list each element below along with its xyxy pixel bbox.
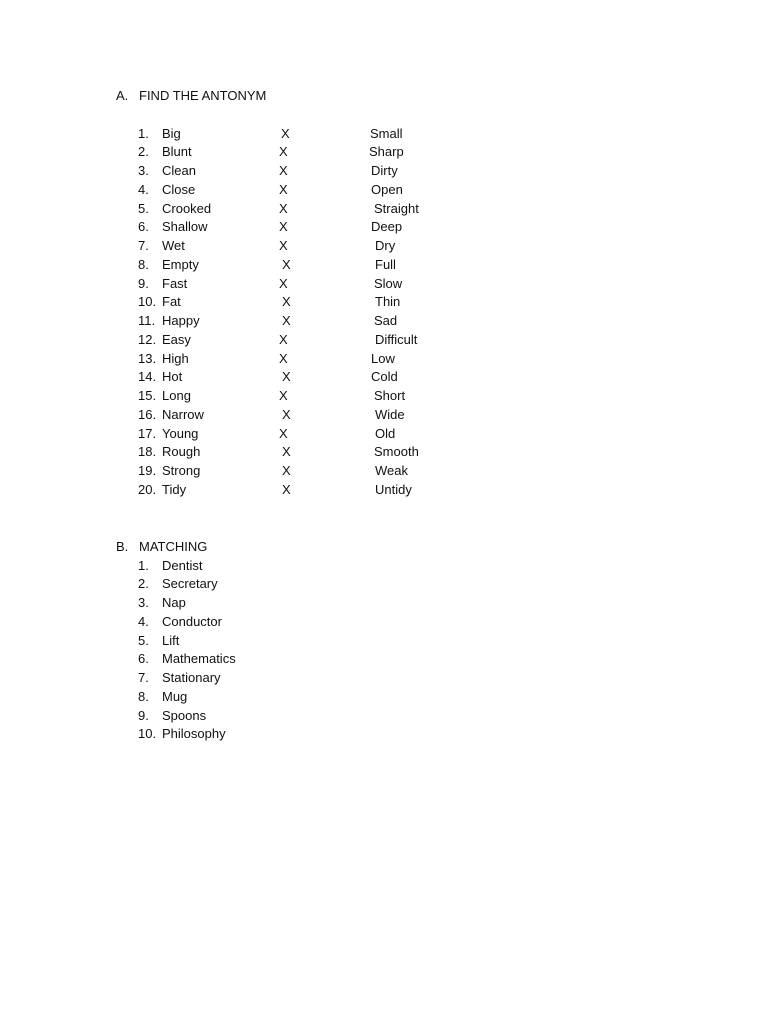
item-word: Easy xyxy=(162,332,191,347)
item-separator: X xyxy=(279,238,288,253)
item-word: Close xyxy=(162,182,196,197)
item-word: Mug xyxy=(162,689,188,704)
matching-row xyxy=(0,668,768,687)
antonym-row xyxy=(0,424,768,443)
antonym-row xyxy=(0,480,768,499)
item-separator: X xyxy=(282,444,291,459)
antonym-row xyxy=(0,274,768,293)
item-word: Dentist xyxy=(162,558,203,573)
item-separator: X xyxy=(279,426,288,441)
item-word: Mathematics xyxy=(162,651,236,666)
item-antonym: Short xyxy=(374,388,406,403)
item-antonym: Slow xyxy=(374,276,403,291)
antonym-row xyxy=(0,255,768,274)
item-antonym: Sad xyxy=(374,313,398,328)
item-number: 3. xyxy=(138,595,149,610)
item-separator: X xyxy=(279,332,288,347)
antonym-row xyxy=(0,236,768,255)
item-number: 6. xyxy=(138,651,149,666)
item-word: Narrow xyxy=(162,407,204,422)
item-word: Tidy xyxy=(162,482,187,497)
item-number: 13. xyxy=(138,351,157,366)
section-b-heading xyxy=(116,537,207,556)
item-number: 7. xyxy=(138,238,149,253)
item-antonym: Deep xyxy=(371,219,403,234)
item-separator: X xyxy=(282,294,291,309)
item-word: Strong xyxy=(162,463,201,478)
item-separator: X xyxy=(282,463,291,478)
item-number: 18. xyxy=(138,444,157,459)
item-number: 1. xyxy=(138,126,149,141)
item-antonym: Open xyxy=(371,182,403,197)
item-word: Clean xyxy=(162,163,196,178)
item-word: Young xyxy=(162,426,199,441)
antonym-row xyxy=(0,367,768,386)
item-word: Nap xyxy=(162,595,186,610)
matching-row xyxy=(0,556,768,575)
item-number: 7. xyxy=(138,670,149,685)
item-separator: X xyxy=(279,351,288,366)
item-word: Spoons xyxy=(162,708,207,723)
antonym-row xyxy=(0,217,768,236)
antonym-row xyxy=(0,199,768,218)
item-number: 20. xyxy=(138,482,157,497)
item-number: 15. xyxy=(138,388,157,403)
item-word: Long xyxy=(162,388,191,403)
item-antonym: Low xyxy=(371,351,395,366)
item-number: 4. xyxy=(138,614,149,629)
item-number: 11. xyxy=(138,313,156,328)
matching-row xyxy=(0,724,768,743)
item-word: Stationary xyxy=(162,670,221,685)
item-separator: X xyxy=(279,201,288,216)
item-antonym: Difficult xyxy=(375,332,418,347)
item-antonym: Full xyxy=(375,257,396,272)
antonym-row xyxy=(0,386,768,405)
item-word: Fat xyxy=(162,294,181,309)
item-word: Conductor xyxy=(162,614,222,629)
antonym-row xyxy=(0,311,768,330)
item-separator: X xyxy=(279,182,288,197)
item-word: Shallow xyxy=(162,219,208,234)
item-number: 2. xyxy=(138,144,149,159)
item-word: Lift xyxy=(162,633,180,648)
section-b-letter: B. xyxy=(116,539,129,554)
item-separator: X xyxy=(282,369,291,384)
item-number: 5. xyxy=(138,633,149,648)
item-number: 12. xyxy=(138,332,157,347)
antonym-row xyxy=(0,124,768,143)
item-number: 2. xyxy=(138,576,149,591)
item-number: 9. xyxy=(138,708,149,723)
item-antonym: Dirty xyxy=(371,163,398,178)
item-separator: X xyxy=(282,482,291,497)
item-number: 3. xyxy=(138,163,149,178)
item-word: Empty xyxy=(162,257,199,272)
item-separator: X xyxy=(279,144,288,159)
item-word: Big xyxy=(162,126,181,141)
item-antonym: Dry xyxy=(375,238,396,253)
antonym-row xyxy=(0,142,768,161)
section-a-title: FIND THE ANTONYM xyxy=(139,88,267,103)
matching-row xyxy=(0,687,768,706)
item-separator: X xyxy=(282,407,291,422)
item-antonym: Cold xyxy=(371,369,398,384)
item-number: 6. xyxy=(138,219,149,234)
item-antonym: Straight xyxy=(374,201,419,216)
item-antonym: Old xyxy=(375,426,396,441)
item-number: 19. xyxy=(138,463,157,478)
item-number: 4. xyxy=(138,182,149,197)
item-word: Secretary xyxy=(162,576,218,591)
item-number: 17. xyxy=(138,426,157,441)
item-word: Rough xyxy=(162,444,201,459)
antonym-row xyxy=(0,461,768,480)
item-separator: X xyxy=(279,219,288,234)
item-number: 14. xyxy=(138,369,157,384)
item-number: 8. xyxy=(138,689,149,704)
antonym-row xyxy=(0,161,768,180)
item-antonym: Wide xyxy=(375,407,405,422)
item-number: 8. xyxy=(138,257,149,272)
item-word: Happy xyxy=(162,313,200,328)
antonym-row xyxy=(0,292,768,311)
section-a-heading xyxy=(116,86,266,105)
item-word: Crooked xyxy=(162,201,212,216)
item-antonym: Small xyxy=(370,126,403,141)
antonym-row xyxy=(0,349,768,368)
matching-row xyxy=(0,631,768,650)
item-word: Wet xyxy=(162,238,185,253)
item-number: 1. xyxy=(138,558,149,573)
section-b-title: MATCHING xyxy=(139,539,208,554)
item-number: 16. xyxy=(138,407,157,422)
antonym-row xyxy=(0,442,768,461)
item-antonym: Untidy xyxy=(375,482,412,497)
item-word: Philosophy xyxy=(162,726,226,741)
matching-row xyxy=(0,706,768,725)
section-a-letter: A. xyxy=(116,88,129,103)
item-antonym: Weak xyxy=(375,463,408,478)
matching-row xyxy=(0,612,768,631)
item-separator: X xyxy=(279,163,288,178)
item-antonym: Thin xyxy=(375,294,401,309)
antonym-row xyxy=(0,330,768,349)
item-antonym: Smooth xyxy=(374,444,419,459)
item-word: Fast xyxy=(162,276,188,291)
antonym-row xyxy=(0,180,768,199)
matching-row xyxy=(0,574,768,593)
item-separator: X xyxy=(281,126,290,141)
item-word: Blunt xyxy=(162,144,192,159)
item-antonym: Sharp xyxy=(369,144,404,159)
matching-row xyxy=(0,649,768,668)
item-separator: X xyxy=(279,388,288,403)
item-word: High xyxy=(162,351,189,366)
item-number: 9. xyxy=(138,276,149,291)
matching-row xyxy=(0,593,768,612)
item-word: Hot xyxy=(162,369,183,384)
item-number: 10. xyxy=(138,294,157,309)
item-separator: X xyxy=(282,313,291,328)
item-separator: X xyxy=(282,257,291,272)
item-number: 5. xyxy=(138,201,149,216)
item-number: 10. xyxy=(138,726,157,741)
item-separator: X xyxy=(279,276,288,291)
antonym-row xyxy=(0,405,768,424)
